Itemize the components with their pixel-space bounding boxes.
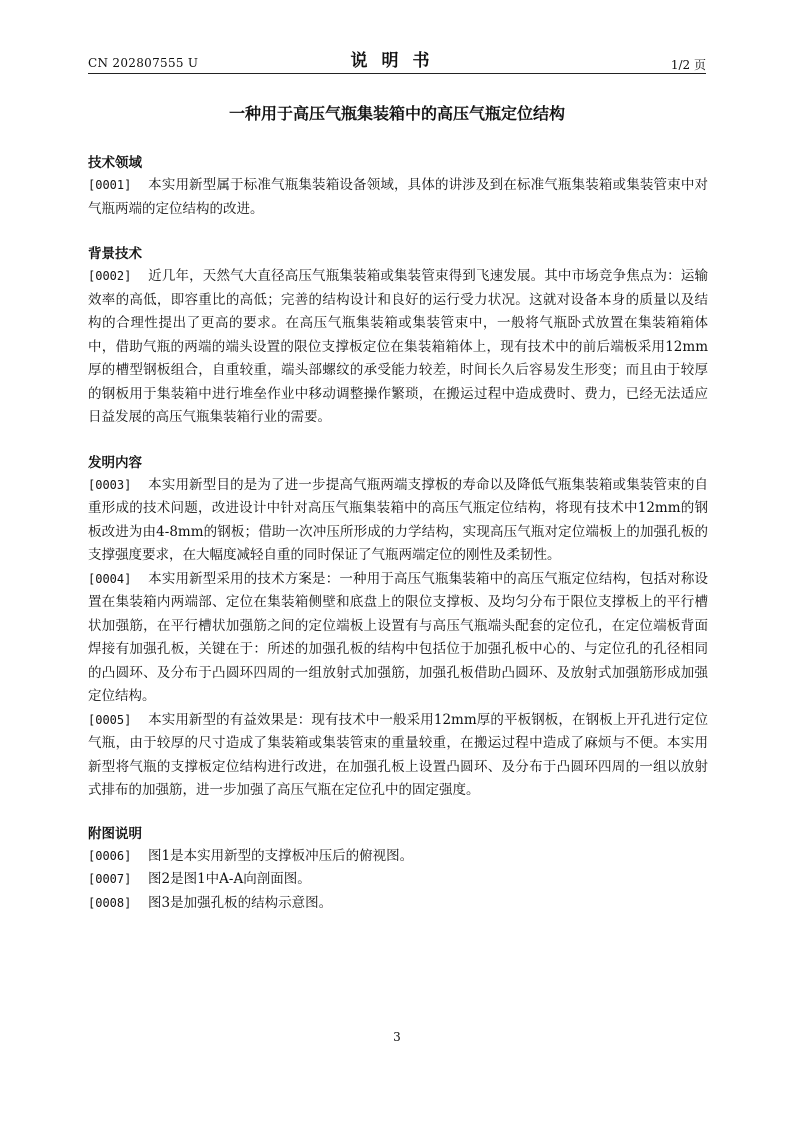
paragraph-0008 [88,892,708,916]
paragraph-number: [0004] [88,571,132,586]
document-title: 一种用于高压气瓶集装箱中的高压气瓶定位结构 [228,104,565,123]
paragraph-text: 本实用新型的有益效果是：现有技术中一般采用12mm厚的平板钢板，在钢板上开孔进行定位气瓶，由于较厚的尺寸造成了集装箱或集装管束的重量较重，在搬运过程中造成了麻烦与不便。本实用新型将气瓶的支撑板定位结构进行改进，在加强孔板上设置凸圆环、及分布于凸圆环四周的一组以放射式排布的加强筋，进一步加强了高压气瓶在定位孔中的固定强度。 [88,711,708,798]
paragraph-number: [0005] [88,712,132,727]
paragraph-text: 本实用新型采用的技术方案是：一种用于高压气瓶集装箱中的高压气瓶定位结构，包括对称设置在集装箱内两端部、定位在集装箱侧壁和底盘上的限位支撑板、及均匀分布于限位支撑板上的平行槽状加强筋，在平行槽状加强筋之间的定位端板上设置有与高压气瓶端头配套的定位孔，在定位端板背面焊接有加强孔板，关键在于：所述的加强孔板的结构中包括位于加强孔板中心的、与定位孔的孔径相同的凸圆环、及分布于凸圆环四周的一组放射式加强筋，加强孔板借助凸圆环、及放射式加强筋形成加强定位结构。 [88,570,708,704]
page-count: 1/2 页 [670,58,706,72]
header-rule [88,73,706,74]
paragraph-0001 [88,174,708,221]
paragraph-text: 图2是图1中A-A向剖面图。 [148,871,311,887]
paragraph-0003 [88,474,708,568]
publication-number: CN 202807555 U [88,56,199,70]
section-heading-drawings: 附图说明 [88,825,142,842]
paragraph-text: 图3是加强孔板的结构示意图。 [148,894,333,911]
paragraph-text: 图1是本实用新型的支撑板冲压后的俯视图。 [148,847,414,864]
paragraph-0004 [88,568,708,709]
paragraph-number: [0002] [88,269,132,283]
section-heading-background: 背景技术 [88,246,142,262]
section-heading-technical-field: 技术领域 [88,155,142,171]
document-type: 说明书 [350,51,444,71]
paragraph-text: 本实用新型属于标准气瓶集装箱设备领域，具体的讲涉及到在标准气瓶集装箱或集装管束中对气瓶两端的定位结构的改进。 [88,177,708,217]
paragraph-0005 [88,709,708,803]
page-number: 3 [393,1030,401,1044]
paragraph-number: [0007] [88,872,132,886]
paragraph-number: [0003] [88,477,132,492]
paragraph-number: [0008] [88,895,132,910]
paragraph-number: [0006] [88,848,132,863]
document-body [88,152,708,915]
paragraph-0002 [88,265,708,430]
paragraph-text: 本实用新型目的是为了进一步提高气瓶两端支撑板的寿命以及降低气瓶集装箱或集装管束的自重形成的技术问题，改进设计中针对高压气瓶集装箱中的高压气瓶定位结构，将现有技术中12mm的钢板改进为由4-8mm的钢板；借助一次冲压所形成的力学结构，实现高压气瓶对定位端板上的加强孔板的支撑强度要求，在大幅度减轻自重的同时保证了气瓶两端定位的刚性及柔韧性。 [88,476,708,563]
paragraph-number: [0001] [88,178,132,192]
paragraph-0007 [88,868,708,892]
paragraph-text: 近几年，天然气大直径高压气瓶集装箱或集装管束得到飞速发展。其中市场竞争焦点为：运输效率的高低，即容重比的高低；完善的结构设计和良好的运行受力状况。这就对设备本身的质量以及结构的合理性提出了更高的要求。在高压气瓶集装箱或集装管束中，一般将气瓶卧式放置在集装箱箱体中，借助气瓶的两端的端头设置的限位支撑板定位在集装箱箱体上，现有技术中的前后端板采用12mm厚的槽型钢板组合，自重较重，端头部螺纹的承受能力较差，时间长久后容易发生形变；而且由于较厚的钢板用于集装箱中进行堆垒作业中移动调整操作繁琐，在搬运过程中造成费时、费力，已经无法适应日益发展的高压气瓶集装箱行业的需要。 [88,268,708,425]
paragraph-0006 [88,845,708,869]
page-header [88,44,706,74]
section-heading-summary: 发明内容 [88,454,142,471]
